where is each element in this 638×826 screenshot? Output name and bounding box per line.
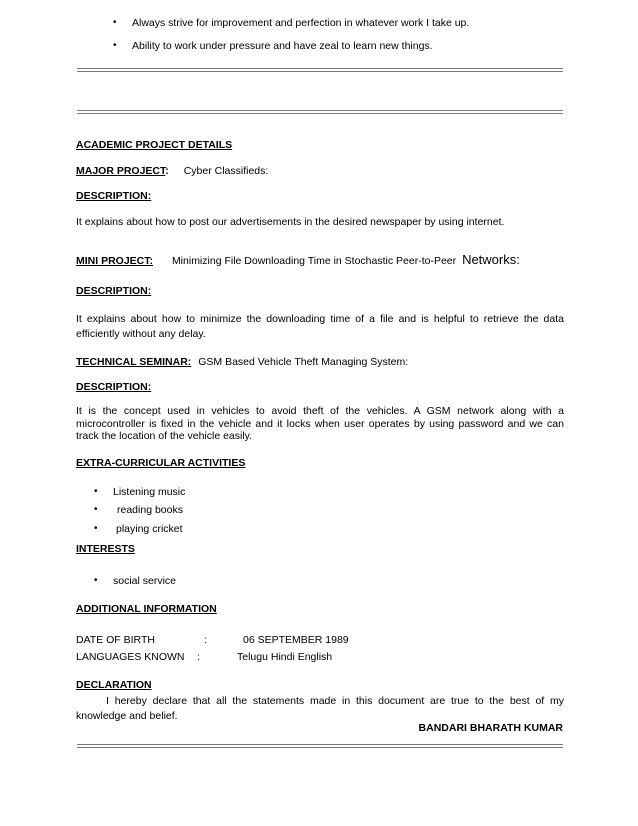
- dob-value: 06 SEPTEMBER 1989: [243, 634, 349, 646]
- dob-colon: :: [204, 634, 207, 646]
- major-project-colon: :: [165, 165, 169, 177]
- additional-info-heading: ADDITIONAL INFORMATION: [76, 603, 217, 615]
- major-project-label: MAJOR PROJECT: [76, 165, 166, 177]
- bullet-icon: •: [94, 523, 98, 534]
- languages-value: Telugu Hindi English: [237, 651, 333, 663]
- dob-label: DATE OF BIRTH: [76, 634, 155, 646]
- seminar-label: TECHNICAL SEMINAR:: [76, 356, 192, 368]
- activity-item: playing cricket: [116, 523, 183, 535]
- mini-project-row: [76, 252, 520, 267]
- seminar-row: [76, 356, 408, 368]
- major-project-description: It explains about how to post our advertisements in the desired newspaper by using internet.: [76, 216, 505, 228]
- seminar-description: It is the concept used in vehicles to avoid theft of the vehicles. A GSM network along with a microcontroller is fixed in the vehicle and it locks when user operates by using password and we can track the location of the vehicle easily.: [76, 405, 564, 442]
- extra-curricular-heading: EXTRA-CURRICULAR ACTIVITIES: [76, 457, 246, 469]
- declaration-text: I hereby declare that all the statements made in this document are true to the best of my knowledge and belief.: [76, 695, 564, 722]
- declaration-heading: DECLARATION: [76, 679, 152, 691]
- description-heading: DESCRIPTION:: [76, 190, 152, 202]
- activity-item: Listening music: [113, 486, 186, 498]
- bullet-icon: •: [94, 575, 98, 586]
- mini-project-value-tail: Networks:: [462, 252, 520, 267]
- languages-colon: :: [197, 651, 200, 663]
- bullet-icon: •: [94, 486, 98, 497]
- mini-project-label: MINI PROJECT:: [76, 255, 154, 267]
- mini-project-description: It explains about how to minimize the downloading time of a file and is helpful to retrieve the data efficiently without any delay.: [76, 313, 564, 340]
- divider: [77, 68, 563, 72]
- interests-heading: INTERESTS: [76, 543, 135, 555]
- mini-project-value: Minimizing File Downloading Time in Stochastic Peer-to-Peer: [171, 255, 457, 267]
- seminar-value: GSM Based Vehicle Theft Managing System:: [198, 356, 409, 368]
- major-project-value: Cyber Classifieds:: [183, 165, 269, 177]
- academic-heading: ACADEMIC PROJECT DETAILS: [76, 139, 233, 151]
- major-project-row: [76, 165, 268, 177]
- divider: [77, 110, 563, 114]
- description-heading: DESCRIPTION:: [76, 285, 152, 297]
- bullet-icon: •: [113, 17, 117, 28]
- strength-item: Ability to work under pressure and have zeal to learn new things.: [132, 40, 433, 52]
- interest-item: social service: [113, 575, 177, 587]
- description-heading: DESCRIPTION:: [76, 381, 152, 393]
- bullet-icon: •: [94, 504, 98, 515]
- bullet-icon: •: [113, 40, 117, 51]
- divider: [77, 744, 563, 748]
- languages-label: LANGUAGES KNOWN: [76, 651, 185, 663]
- activity-item: reading books: [117, 504, 183, 516]
- strength-item: Always strive for improvement and perfection in whatever work I take up.: [132, 17, 470, 29]
- signature-name: BANDARI BHARATH KUMAR: [418, 722, 563, 734]
